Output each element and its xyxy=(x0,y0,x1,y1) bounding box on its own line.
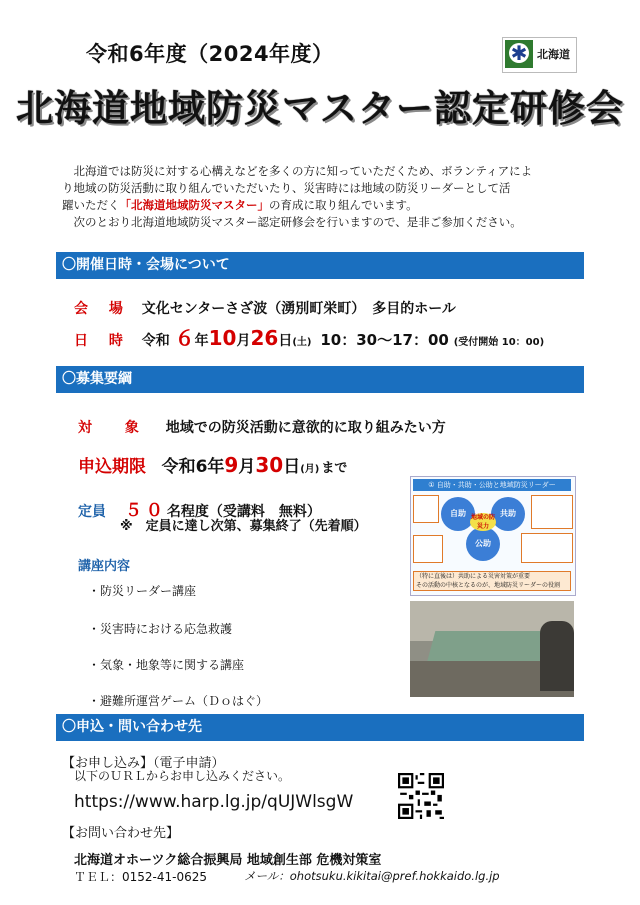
diagram-callout-box xyxy=(413,495,439,523)
program-name-highlight: 「北海道地域防災マスター」 xyxy=(119,198,269,212)
section-header-contact: 〇申込・問い合わせ先 xyxy=(56,714,584,741)
diagram-callout-box xyxy=(531,495,573,529)
self-help-circle: 自助 xyxy=(441,497,475,531)
intro-line-3-pre: 躍いただく xyxy=(62,198,120,212)
community-resilience-center: 地域の防災力 xyxy=(470,514,495,530)
date-hi: 日 xyxy=(278,333,293,349)
apply-label: 【お申し込み】（電子申請） xyxy=(62,756,225,771)
date-dow: (土) xyxy=(292,337,312,348)
intro-line-3 xyxy=(62,197,562,214)
self-mutual-public-help-diagram xyxy=(410,476,576,596)
inquiry-label: 【お問い合わせ先】 xyxy=(62,826,180,841)
venue-value: 文化センターさざ波（湧別町栄町） 多目的ホール xyxy=(141,301,456,317)
date-prefix: 令和 xyxy=(141,333,170,349)
diagram-note-1: （特に直後は）共助による災害対策が重要 xyxy=(416,573,531,580)
diagram-callout-box xyxy=(521,533,573,563)
date-reception: (受付開始 10：00) xyxy=(453,337,545,348)
contact-organization: 北海道オホーツク総合振興局 地域創生部 危機対策室 xyxy=(74,853,382,868)
deadline-day: 30 xyxy=(255,453,284,477)
deadline-label: 申込期限 xyxy=(78,457,146,477)
deadline-row xyxy=(78,452,347,477)
apply-description: 以下のＵＲＬからお申し込みください。 xyxy=(74,769,291,783)
contact-email-link[interactable]: メール：ohotsuku.kikitai@pref.hokkaido.lg.jp xyxy=(244,869,500,883)
application-url-link[interactable]: https://www.harp.lg.jp/qUJWlsgW xyxy=(74,792,354,812)
date-month: 10 xyxy=(208,326,237,350)
venue-row xyxy=(74,298,456,318)
date-time: 10：30～17：00 xyxy=(320,331,449,349)
course-item: ・気象・地象等に関する講座 xyxy=(88,658,245,672)
intro-line-1: 北海道では防災に対する心構えなどを多くの方に知っていただくため、ボランティアによ xyxy=(73,164,533,178)
course-item: ・災害時における応急救護 xyxy=(88,622,233,636)
capacity-value: ５０ xyxy=(124,501,167,521)
deadline-month: 9 xyxy=(224,453,239,477)
datetime-row xyxy=(74,322,544,351)
venue-label: 会 場 xyxy=(74,301,131,317)
public-help-circle: 公助 xyxy=(466,527,500,561)
event-year: 令和6年度（2024年度） xyxy=(86,42,334,66)
photo-person xyxy=(540,621,574,691)
page-title: 北海道地域防災マスター認定研修会 xyxy=(16,87,624,130)
hokkaido-logo xyxy=(502,37,577,73)
hokkaido-emblem-icon: ✱ xyxy=(505,40,533,68)
deadline-prefix: 令和6年 xyxy=(161,457,225,477)
date-label: 日 時 xyxy=(74,333,131,349)
capacity-note: ※ 定員に達し次第、募集終了（先着順） xyxy=(120,519,367,534)
target-value: 地域での防災活動に意欲的に取り組みたい方 xyxy=(165,420,446,436)
intro-line-2: り地域の防災活動に取り組んでいただいたり、災害時には地域の防災リーダーとして活 xyxy=(62,181,511,195)
diagram-notes xyxy=(413,571,571,591)
target-row xyxy=(78,417,446,437)
mutual-help-circle: 共助 xyxy=(491,497,525,531)
diagram-callout-box xyxy=(413,535,443,563)
course-item: ・防災リーダー講座 xyxy=(88,584,197,598)
date-year: ６ xyxy=(174,326,195,350)
contact-phone: ＴＥＬ：0152-41-0625 xyxy=(74,870,208,884)
deadline-suffix: まで xyxy=(321,461,348,476)
capacity-label: 定員 xyxy=(78,504,106,520)
intro-text xyxy=(62,163,562,231)
qr-code-icon[interactable] xyxy=(398,773,444,819)
capacity-suffix: 名程度（受講料 無料） xyxy=(166,504,321,520)
logo-text: 北海道 xyxy=(537,48,570,61)
date-tsuki: 月 xyxy=(236,333,251,349)
date-nen: 年 xyxy=(194,333,209,349)
training-photo xyxy=(410,601,574,697)
courses-label: 講座内容 xyxy=(78,559,131,574)
date-day: 26 xyxy=(250,326,279,350)
diagram-note-2: その活動の中核となるのが、地域防災リーダーの役割 xyxy=(416,582,561,589)
deadline-dow: (月) xyxy=(300,464,320,475)
section-header-recruit: 〇募集要綱 xyxy=(56,366,584,393)
deadline-hi: 日 xyxy=(283,457,301,477)
diagram-title: ① 自助・共助・公助と地域防災リーダー xyxy=(413,479,571,491)
section-header-venue: 〇開催日時・会場について xyxy=(56,252,584,279)
target-label: 対 象 xyxy=(78,420,153,436)
intro-line-3-post: の育成に取り組んでいます。 xyxy=(269,198,418,212)
deadline-tsuki: 月 xyxy=(238,457,256,477)
intro-line-4: 次のとおり北海道地域防災マスター認定研修会を行いますので、是非ご参加ください。 xyxy=(73,215,522,229)
course-item: ・避難所運営ゲーム（Ｄｏはぐ） xyxy=(88,694,269,708)
